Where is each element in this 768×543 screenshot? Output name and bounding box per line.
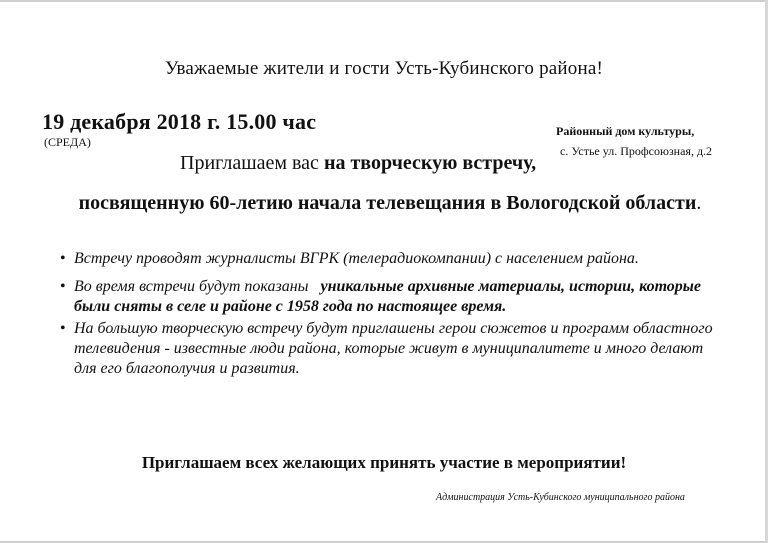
invitation-line-1: [180, 152, 536, 175]
list-item: [60, 319, 720, 379]
list-item: [60, 277, 720, 317]
event-date-time: 19 декабря 2018 г. 15.00 час: [42, 109, 317, 134]
invitation-line-2-bold: посвященную 60-летию начала телевещания в Вологодской области: [78, 192, 697, 214]
details-list: [60, 249, 720, 387]
list-item-text: Во время встречи будут показаны: [74, 278, 321, 295]
closing-invitation: Приглашаем всех желающих принять участие в мероприятии!: [141, 453, 627, 472]
scan-border-top: [0, 0, 768, 2]
bullet-dot-icon: •: [60, 278, 66, 295]
event-weekday: (СРЕДА): [44, 135, 91, 149]
list-item-text: Встречу проводят журналисты ВГРК (телерадиокомпании) с населением района.: [74, 250, 639, 267]
list-item: [60, 249, 720, 269]
invitation-line-1-bold: на творческую встречу,: [323, 152, 537, 174]
venue-name: Районный дом культуры,: [556, 124, 695, 138]
list-item-text: На большую творческую встречу будут приглашены герои сюжетов и программ областного телевидения - известные люди района, которые живут в муниципалитете и много делают для его благополучия и развития.: [74, 320, 713, 377]
invitation-line-1-plain: Приглашаем вас: [180, 152, 324, 174]
bullet-dot-icon: •: [60, 320, 66, 337]
invitation-line-2-end: .: [696, 192, 702, 214]
list-item-text-bold: уникальные архивные материалы, истории, которые были сняты в селе и районе с 1958 года по настоящее время.: [74, 278, 702, 315]
bullet-dot-icon: •: [60, 250, 66, 267]
venue-address: с. Устье ул. Профсоюзная, д.2: [560, 144, 713, 158]
invitation-line-2: [60, 191, 720, 215]
greeting-heading: Уважаемые жители и гости Усть-Кубинского района!: [164, 58, 604, 79]
signature: Администрация Усть-Кубинского муниципального района: [436, 492, 685, 503]
